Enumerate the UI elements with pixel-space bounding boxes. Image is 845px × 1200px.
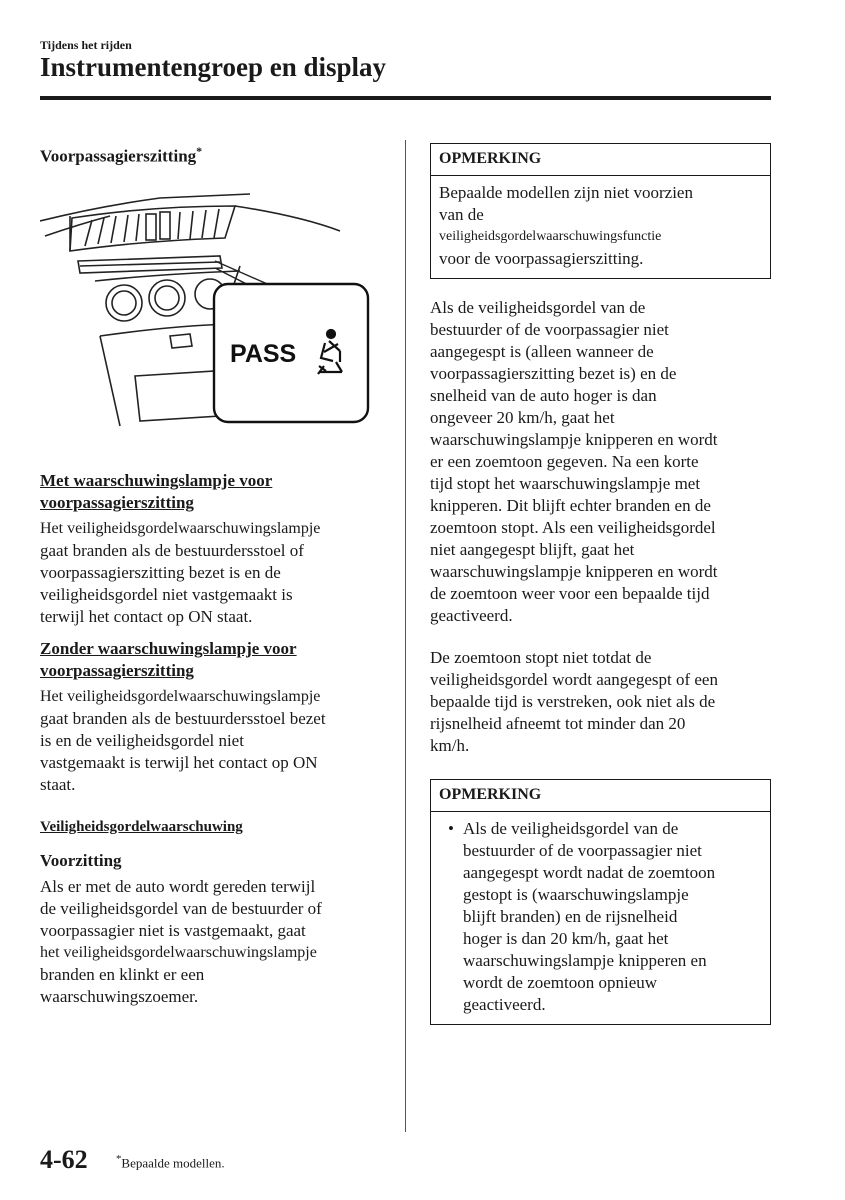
para1-line: aangegespt is (alleen wanneer de: [430, 342, 654, 361]
with-lamp-heading-line1: Met waarschuwingslampje voor: [40, 470, 273, 490]
para2-line: rijsnelheid afneemt tot minder dan 20: [430, 714, 686, 733]
note2-line: Als de veiligheidsgordel van de: [463, 819, 679, 838]
title-rule: [40, 96, 771, 100]
para1-line: tijd stopt het waarschuwingslampje met: [430, 474, 701, 493]
note-box-1: [430, 143, 771, 279]
without-lamp-heading-line1: Zonder waarschuwingslampje voor: [40, 638, 297, 658]
footnote-asterisk: *: [116, 1153, 122, 1165]
note-body-1: [431, 176, 770, 278]
para1-line: knipperen. Dit blijft echter branden en de: [430, 496, 711, 515]
note2-line: geactiveerd.: [463, 995, 546, 1014]
note1-line: van de: [439, 205, 484, 224]
para1-line: bestuurder of de voorpassagier niet: [430, 320, 669, 339]
para2-line: bepaalde tijd is verstreken, ook niet als de: [430, 692, 716, 711]
with-lamp-line: voorpassagierszitting bezet is en de: [40, 562, 281, 582]
page-title: Instrumentengroep en display: [40, 52, 387, 82]
with-lamp-section: [40, 470, 385, 628]
page-number: 4-62: [40, 1145, 88, 1174]
warning-line: Als er met de auto wordt gereden terwijl: [40, 876, 316, 896]
passenger-seat-heading-text: Voorpassagierszitting: [40, 146, 197, 166]
warning-line: waarschuwingszoemer.: [40, 986, 199, 1006]
seatbelt-warning-heading: Veiligheidsgordelwaarschuwing: [40, 818, 243, 835]
left-column: [40, 140, 385, 1008]
para1-line: geactiveerd.: [430, 606, 513, 625]
note2-line: wordt de zoemtoon opnieuw: [463, 973, 658, 992]
note2-line: waarschuwingslampje knipperen en: [463, 951, 707, 970]
without-lamp-heading-line2: voorpassagierszitting: [40, 660, 194, 680]
paragraph-1: [430, 297, 771, 627]
column-divider: [405, 140, 406, 1132]
bullet-marker: •: [448, 819, 454, 838]
warning-line: branden en klinkt er een: [40, 964, 205, 984]
para1-line: niet aangegespt blijft, gaat het: [430, 540, 635, 559]
note-title-1: OPMERKING: [431, 144, 770, 176]
without-lamp-section: [40, 638, 385, 796]
warning-line: het veiligheidsgordelwaarschuwingslampje: [40, 943, 317, 961]
para1-line: snelheid van de auto hoger is dan: [430, 386, 657, 405]
para2-line: De zoemtoon stopt niet totdat de: [430, 648, 652, 667]
para1-line: waarschuwingslampje knipperen en wordt: [430, 562, 718, 581]
note2-line: blijft branden) en de rijsnelheid: [463, 907, 678, 926]
para2-line: km/h.: [430, 736, 470, 755]
heading-asterisk: *: [196, 144, 203, 158]
para1-line: waarschuwingslampje knipperen en wordt: [430, 430, 718, 449]
pass-indicator-label: PASS: [230, 339, 297, 368]
note-box-2: [430, 779, 771, 1025]
without-lamp-line: staat.: [40, 774, 76, 794]
seatbelt-warning-section: [40, 816, 385, 1008]
warning-line: de veiligheidsgordel van de bestuurder of: [40, 898, 322, 918]
right-column: [430, 143, 771, 1025]
note-body-2: [431, 812, 770, 1024]
without-lamp-line: gaat branden als de bestuurdersstoel bezet: [40, 708, 326, 728]
footnote-text: Bepaalde modellen.: [121, 1155, 225, 1171]
warning-line: voorpassagier niet is vastgemaakt, gaat: [40, 920, 306, 940]
with-lamp-line: terwijl het contact op ON staat.: [40, 606, 253, 626]
note2-line: gestopt is (waarschuwingslampje: [463, 885, 689, 904]
dashboard-figure: [40, 176, 385, 432]
note-title-2: OPMERKING: [431, 780, 770, 812]
paragraph-2: [430, 647, 771, 757]
passenger-seat-heading: [40, 140, 385, 168]
note2-bullet-item: [439, 818, 762, 1016]
note1-line: voor de voorpassagierszitting.: [439, 249, 644, 268]
with-lamp-line: gaat branden als de bestuurdersstoel of: [40, 540, 304, 560]
with-lamp-line: veiligheidsgordel niet vastgemaakt is: [40, 584, 293, 604]
without-lamp-line: Het veiligheidsgordelwaarschuwingslampje: [40, 687, 321, 705]
para1-line: de zoemtoon weer voor een bepaalde tijd: [430, 584, 710, 603]
note2-line: bestuurder of de voorpassagier niet: [463, 841, 702, 860]
para2-line: veiligheidsgordel wordt aangegespt of een: [430, 670, 718, 689]
front-seat-subheading: Voorzitting: [40, 850, 122, 870]
note2-line: aangegespt wordt nadat de zoemtoon: [463, 863, 716, 882]
para1-line: zoemtoon stopt. Als een veiligheidsgordel: [430, 518, 716, 537]
with-lamp-line: Het veiligheidsgordelwaarschuwingslampje: [40, 519, 321, 537]
with-lamp-heading-line2: voorpassagierszitting: [40, 492, 194, 512]
para1-line: Als de veiligheidsgordel van de: [430, 298, 646, 317]
note1-line: veiligheidsgordelwaarschuwingsfunctie: [439, 229, 662, 244]
dashboard-illustration: [40, 176, 385, 432]
para1-line: er een zoemtoon gegeven. Na een korte: [430, 452, 699, 471]
without-lamp-line: vastgemaakt is terwijl het contact op ON: [40, 752, 318, 772]
note1-line: Bepaalde modellen zijn niet voorzien: [439, 183, 693, 202]
para1-line: ongeveer 20 km/h, gaat het: [430, 408, 615, 427]
without-lamp-line: is en de veiligheidsgordel niet: [40, 730, 244, 750]
section-kicker: Tijdens het rijden: [40, 38, 132, 52]
footnote: [116, 1153, 225, 1171]
para1-line: voorpassagierszitting bezet is) en de: [430, 364, 677, 383]
note2-line: hoger is dan 20 km/h, gaat het: [463, 929, 669, 948]
